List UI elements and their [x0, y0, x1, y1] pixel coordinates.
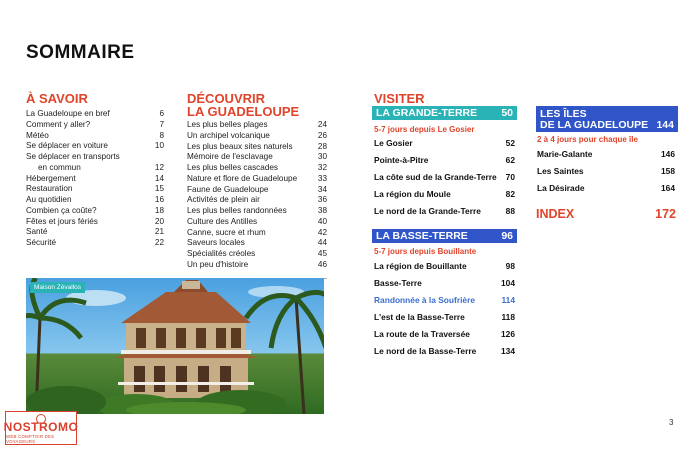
list-item-label: Randonnée à la Soufrière — [374, 295, 475, 305]
toc-row[interactable] — [26, 238, 164, 249]
list-item-label: Le Gosier — [374, 138, 413, 148]
subhead-grande-terre: 5-7 jours depuis Le Gosier — [374, 125, 475, 134]
toc-label: Météo — [26, 130, 49, 140]
toc-page: 28 — [317, 141, 327, 151]
list-item-label: Le nord de la Basse-Terre — [374, 346, 477, 356]
toc-page: 15 — [154, 184, 164, 194]
toc-row[interactable] — [187, 142, 327, 153]
globe-icon — [36, 414, 46, 424]
list-item-page: 62 — [505, 155, 515, 165]
list-item-label: Pointe-à-Pitre — [374, 155, 429, 165]
toc-row[interactable] — [187, 206, 327, 217]
list-item-page: 52 — [505, 138, 515, 148]
list-item[interactable] — [374, 186, 515, 203]
toc-label: Canne, sucre et rhum — [187, 227, 266, 237]
toc-page: 30 — [317, 152, 327, 162]
toc-label: Nature et flore de Guadeloupe — [187, 173, 298, 183]
list-item-label: La région de Bouillante — [374, 261, 467, 271]
toc-label: Activités de plein air — [187, 195, 260, 205]
toc-row[interactable] — [187, 228, 327, 239]
toc-page: 12 — [154, 162, 164, 172]
toc-row[interactable] — [26, 131, 164, 142]
band-grande-terre[interactable] — [372, 106, 517, 120]
toc-label: Comment y aller? — [26, 119, 91, 129]
toc-label: Se déplacer en voiture — [26, 141, 108, 151]
toc-row[interactable] — [187, 174, 327, 185]
list-item-label: La région du Moule — [374, 189, 451, 199]
toc-page: 33 — [317, 173, 327, 183]
toc-row[interactable] — [26, 195, 164, 206]
logo-tagline: WEB COMPTOIR DES VOYAGEURS — [6, 433, 55, 444]
list-item-page: 118 — [501, 312, 515, 322]
page-title: SOMMAIRE — [26, 42, 135, 63]
list-item[interactable] — [374, 203, 515, 220]
toc-page: 36 — [317, 195, 327, 205]
toc-label: Restauration — [26, 184, 73, 194]
toc-page: 40 — [317, 216, 327, 226]
list-item-page: 88 — [505, 206, 515, 216]
toc-page: 8 — [159, 130, 164, 140]
toc-row[interactable] — [26, 227, 164, 238]
toc-page: 44 — [317, 238, 327, 248]
toc-page: 21 — [154, 227, 164, 237]
list-item[interactable] — [537, 163, 675, 180]
list-grande-terre — [374, 135, 515, 220]
list-item-label: La côte sud de la Grande-Terre — [374, 172, 497, 182]
list-item[interactable] — [374, 258, 515, 275]
toc-label: Hébergement — [26, 173, 76, 183]
nostromo-logo — [5, 411, 77, 445]
list-item[interactable] — [374, 343, 515, 360]
list-iles — [537, 146, 675, 197]
photo-caption: Maison Zévallos — [30, 282, 85, 293]
toc-row[interactable] — [26, 152, 164, 174]
list-item-label: L'est de la Basse-Terre — [374, 312, 465, 322]
toc-row[interactable] — [26, 206, 164, 217]
toc-row[interactable] — [187, 120, 327, 131]
band-iles[interactable] — [536, 106, 678, 132]
logo-name: NOSTROMO — [3, 419, 79, 434]
toc-label: Un peu d'histoire — [187, 259, 249, 269]
toc-page: 26 — [317, 130, 327, 140]
list-item[interactable] — [537, 180, 675, 197]
band-label: LA GRANDE-TERRE — [376, 107, 478, 119]
toc-label: Mémoire de l'esclavage — [187, 152, 273, 162]
index-label: INDEX — [536, 207, 575, 221]
toc-label: Les plus belles plages — [187, 120, 268, 129]
toc-row[interactable] — [187, 131, 327, 142]
list-item-page: 146 — [661, 149, 675, 159]
toc-label: Spécialités créoles — [187, 249, 256, 258]
toc-row[interactable] — [26, 120, 164, 131]
list-item-label: Basse-Terre — [374, 278, 422, 288]
list-item[interactable] — [537, 146, 675, 163]
page-number: 3 — [669, 418, 674, 427]
house-illustration — [26, 278, 324, 414]
toc-row[interactable] — [187, 185, 327, 196]
toc-page: 14 — [154, 173, 164, 183]
toc-label: La Guadeloupe en bref — [26, 109, 110, 118]
index-entry[interactable] — [536, 207, 676, 221]
toc-decouvrir — [187, 120, 327, 271]
toc-page: 32 — [317, 163, 327, 172]
toc-row[interactable] — [187, 152, 327, 163]
toc-row[interactable] — [26, 184, 164, 195]
toc-page: 7 — [159, 119, 164, 129]
toc-row[interactable] — [26, 109, 164, 120]
list-item-page: 158 — [661, 166, 675, 176]
toc-page: 42 — [317, 227, 327, 237]
list-item-label: Le nord de la Grande-Terre — [374, 206, 481, 216]
list-item-page: 82 — [505, 189, 515, 199]
band-page: 144 — [656, 119, 674, 131]
toc-label: Combien ça coûte? — [26, 205, 97, 215]
toc-label: Un archipel volcanique — [187, 130, 270, 140]
toc-page: 34 — [317, 184, 327, 194]
toc-a-savoir — [26, 109, 164, 249]
list-item-page: 126 — [501, 329, 515, 339]
photo-maison — [26, 278, 324, 414]
list-item-page: 70 — [505, 172, 515, 182]
subhead-basse-terre: 5-7 jours depuis Bouillante — [374, 247, 477, 256]
list-item-label: Marie-Galante — [537, 149, 593, 159]
toc-row[interactable] — [26, 174, 164, 185]
toc-page: 16 — [154, 195, 164, 204]
toc-label: Saveurs locales — [187, 238, 245, 248]
toc-page: 6 — [159, 109, 164, 118]
list-item-page: 164 — [661, 183, 675, 193]
toc-label: Culture des Antilles — [187, 216, 258, 226]
toc-page: 38 — [317, 206, 327, 215]
toc-row[interactable] — [187, 249, 327, 260]
toc-label: Les plus belles cascades — [187, 163, 279, 172]
toc-label: Faune de Guadeloupe — [187, 184, 269, 194]
list-item[interactable] — [374, 309, 515, 326]
section-title-line: LA GUADELOUPE — [187, 104, 300, 119]
toc-row[interactable] — [187, 260, 327, 271]
toc-label: Les plus beaux sites naturels — [187, 141, 293, 151]
index-page: 172 — [655, 207, 676, 221]
toc-row[interactable] — [187, 238, 327, 249]
toc-label: Au quotidien — [26, 195, 72, 204]
list-item-page: 114 — [501, 295, 515, 305]
list-item[interactable] — [374, 326, 515, 343]
list-item[interactable] — [374, 135, 515, 152]
list-item-page: 134 — [501, 346, 515, 356]
toc-label: Fêtes et jours fériés — [26, 216, 98, 226]
band-label-line: LES ÎLES — [540, 108, 587, 120]
toc-row[interactable] — [187, 163, 327, 174]
toc-page: 18 — [154, 205, 164, 215]
list-item[interactable] — [374, 275, 515, 292]
toc-page: 24 — [317, 120, 327, 129]
list-item[interactable] — [374, 169, 515, 186]
section-title-line: DÉCOUVRIR — [187, 91, 266, 106]
band-basse-terre[interactable] — [372, 229, 517, 243]
toc-label: Se déplacer en transports — [26, 152, 120, 161]
list-item-page: 104 — [501, 278, 515, 288]
toc-row[interactable] — [26, 217, 164, 228]
list-item[interactable] — [374, 152, 515, 169]
toc-page: 46 — [317, 259, 327, 269]
toc-label: Sécurité — [26, 238, 57, 247]
list-item-link[interactable] — [374, 292, 515, 309]
list-basse-terre — [374, 258, 515, 360]
toc-label-continued: en commun — [38, 162, 81, 172]
list-item-label: La Désirade — [537, 183, 585, 193]
band-page: 96 — [501, 230, 513, 242]
list-item-label: Les Saintes — [537, 166, 584, 176]
subhead-iles: 2 à 4 jours pour chaque île — [537, 135, 638, 144]
toc-page: 20 — [154, 216, 164, 226]
toc-row[interactable] — [26, 141, 164, 152]
list-item-page: 98 — [505, 261, 515, 271]
section-title-visiter: VISITER — [374, 91, 425, 106]
toc-page: 10 — [154, 141, 164, 151]
band-label-line: DE LA GUADELOUPE — [540, 119, 649, 131]
toc-label: Les plus belles randonnées — [187, 206, 287, 215]
toc-page: 45 — [317, 249, 327, 258]
list-item-label: La route de la Traversée — [374, 329, 470, 339]
section-title-decouvrir — [187, 92, 299, 118]
section-title-a-savoir: À SAVOIR — [26, 91, 88, 106]
toc-row[interactable] — [187, 195, 327, 206]
toc-page: 22 — [154, 238, 164, 247]
band-page: 50 — [501, 107, 513, 119]
toc-row[interactable] — [187, 217, 327, 228]
toc-label: Santé — [26, 227, 48, 237]
band-label: LA BASSE-TERRE — [376, 230, 468, 242]
